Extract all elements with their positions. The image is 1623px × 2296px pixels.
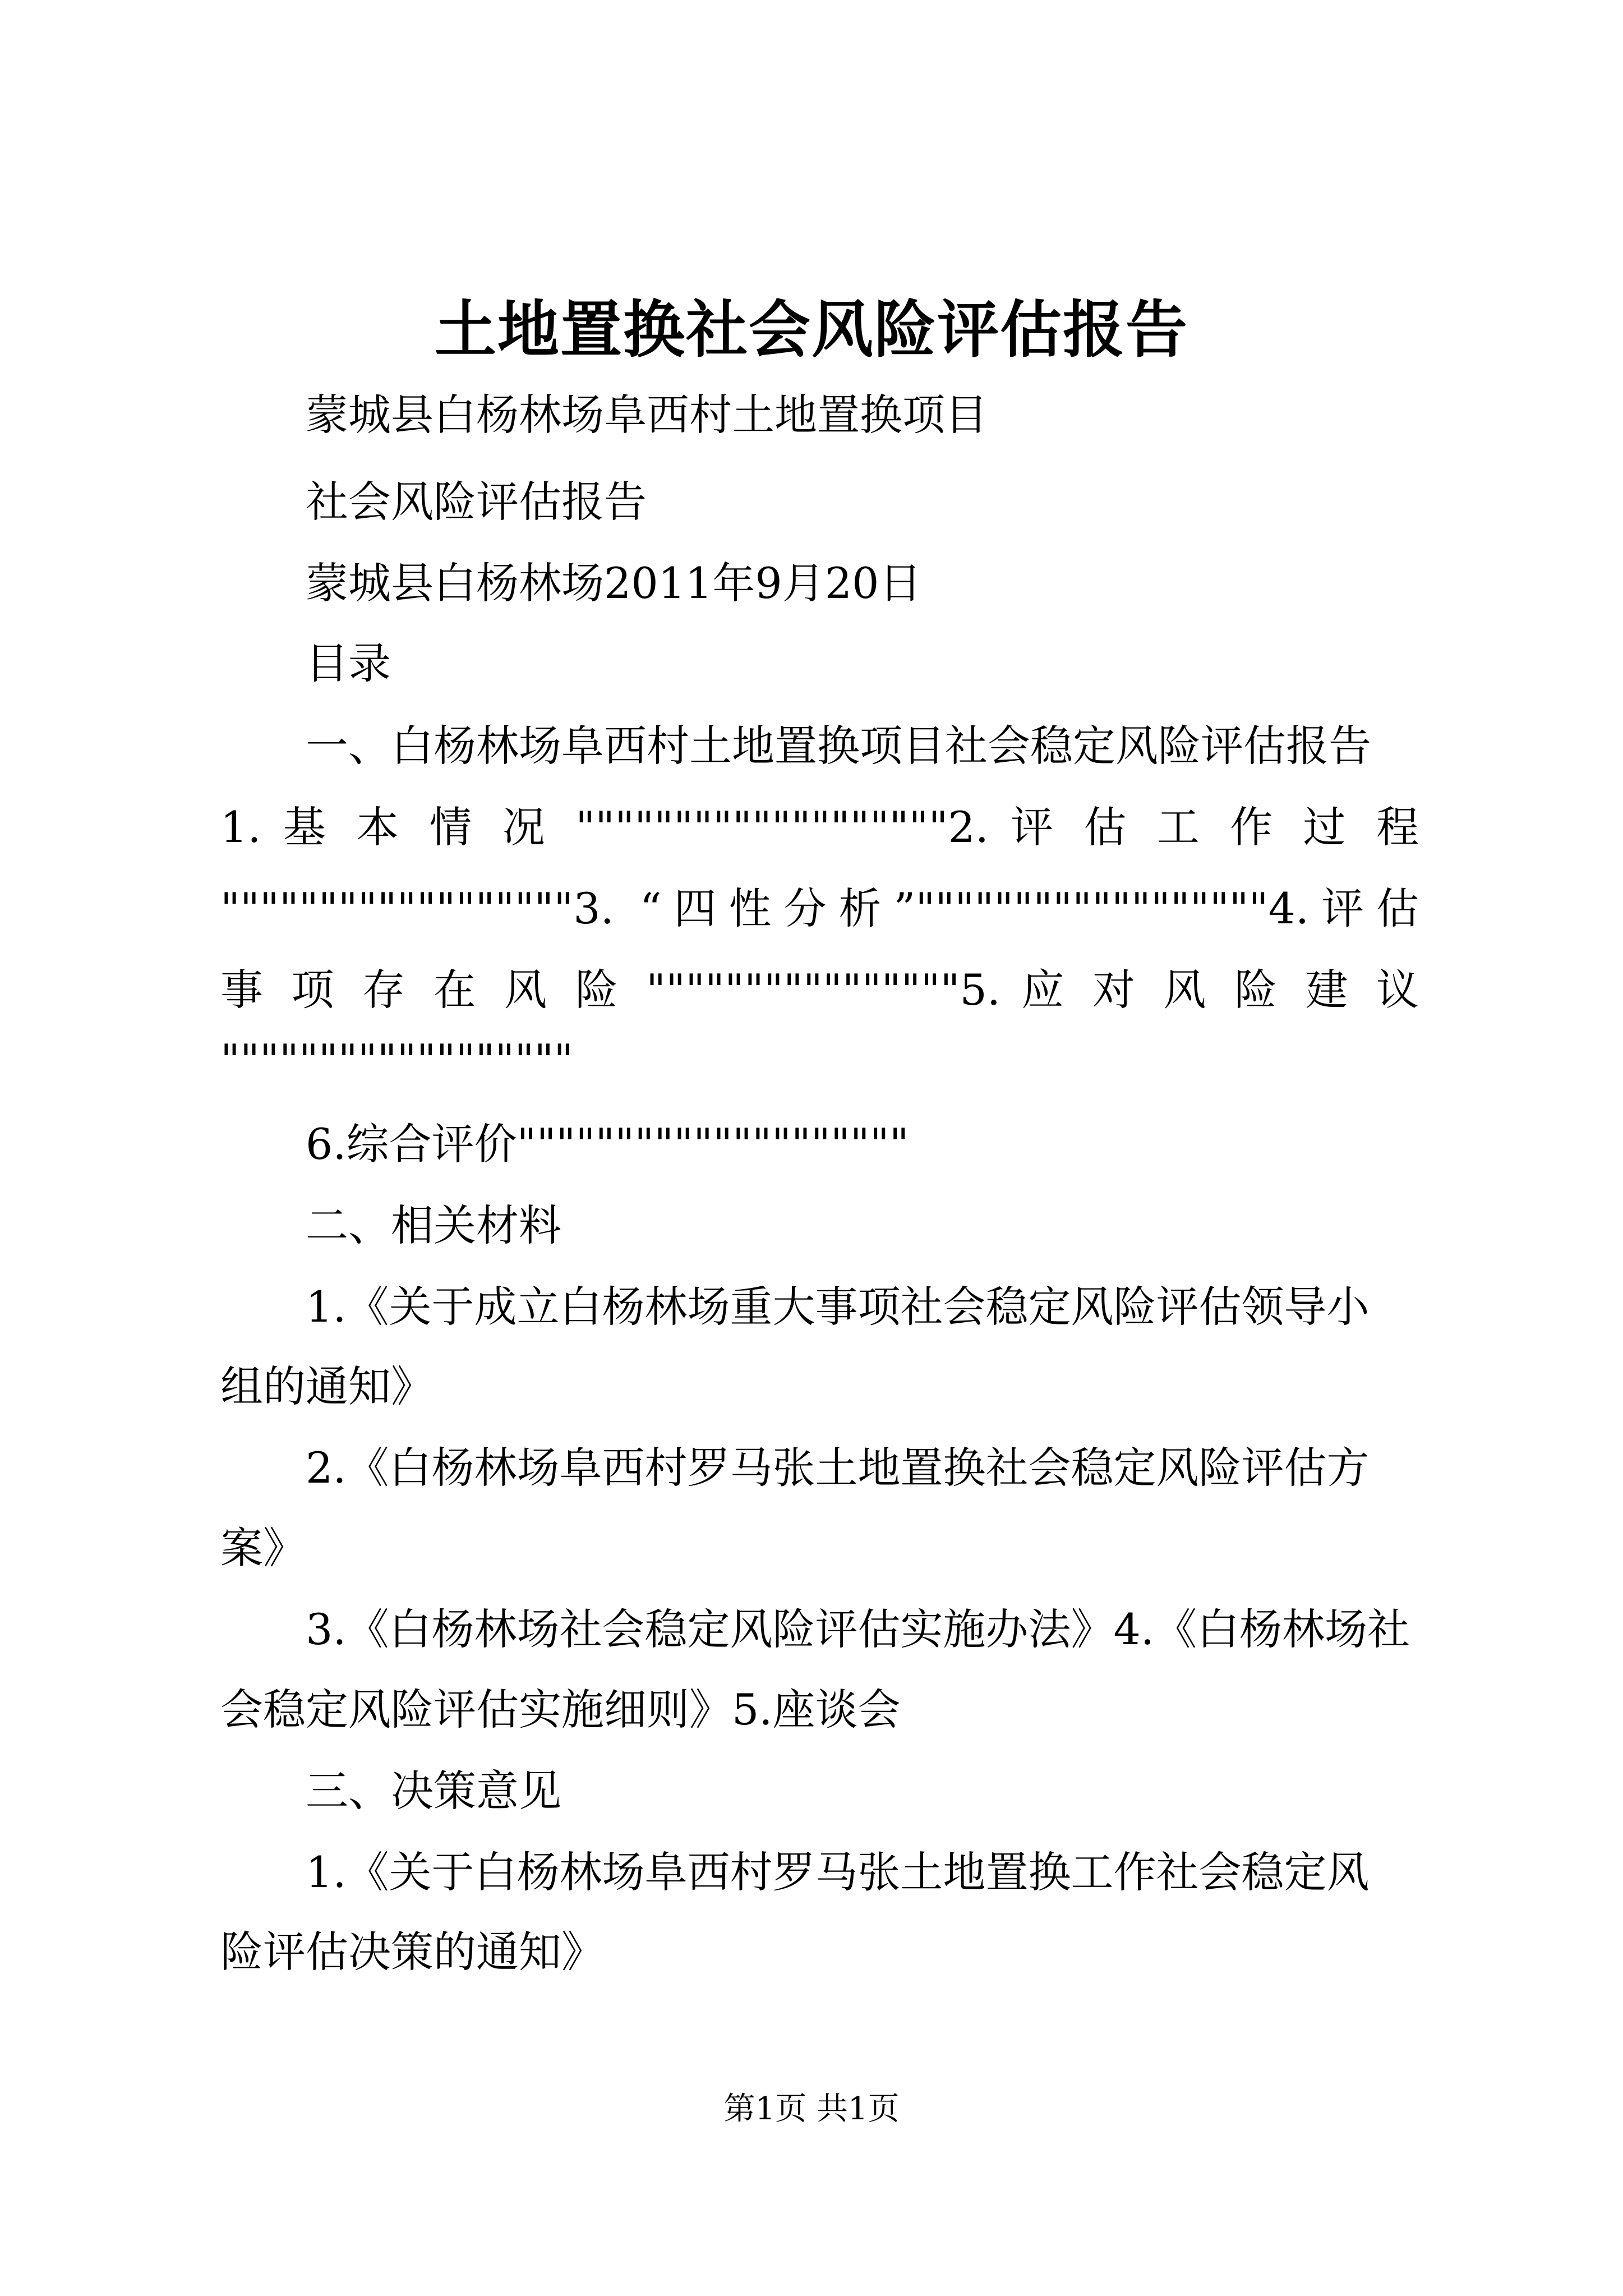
toc-line-1: 1. 基 本 情 况 """""""""""""""""""2. 评 估 工 作 过 程 <box>220 802 1419 852</box>
section2-item2-line1: 2.《白杨林场阜西村罗马张土地置换社会稳定风险评估方 <box>306 1443 1370 1493</box>
author-date-line: 蒙城县白杨林场2011年9月20日 <box>306 558 922 608</box>
section2-item1-line1: 1.《关于成立白杨林场重大事项社会稳定风险评估领导小 <box>306 1282 1370 1332</box>
report-subtitle-line: 社会风险评估报告 <box>306 477 647 527</box>
toc-line-2: """"""""""""""""""3. “四性分析”""""""""""""""""""4.评估 <box>220 884 1419 933</box>
section2-item3-line1: 3.《白杨林场社会稳定风险评估实施办法》4.《白杨林场社 <box>306 1604 1410 1654</box>
toc-line-4: """""""""""""""""" <box>220 1035 574 1085</box>
toc-heading: 目录 <box>306 638 391 688</box>
section2-item3-line2: 会稳定风险评估实施细则》5.座谈会 <box>220 1685 901 1734</box>
section2-heading: 二、相关材料 <box>306 1200 561 1250</box>
section2-item2-line2: 案》 <box>220 1523 306 1573</box>
project-name-line: 蒙城县白杨林场阜西村土地置换项目 <box>306 390 988 440</box>
toc-line-5: 6.综合评价"""""""""""""""""""" <box>306 1119 909 1169</box>
section3-item1-line1: 1.《关于白杨林场阜西村罗马张土地置换工作社会稳定风 <box>306 1847 1370 1897</box>
section1-heading: 一、白杨林场阜西村土地置换项目社会稳定风险评估报告 <box>306 721 1371 771</box>
toc-line-3: 事 项 存 在 风 险 """"""""""""""""5. 应 对 风 险 建 议 <box>220 965 1419 1015</box>
section3-item1-line2: 险评估决策的通知》 <box>220 1927 604 1977</box>
page-footer: 第1页 共1页 <box>723 2091 900 2127</box>
section2-item1-line2: 组的通知》 <box>220 1361 434 1411</box>
document-title: 土地置换社会风险评估报告 <box>435 293 1188 366</box>
section3-heading: 三、决策意见 <box>306 1766 561 1816</box>
